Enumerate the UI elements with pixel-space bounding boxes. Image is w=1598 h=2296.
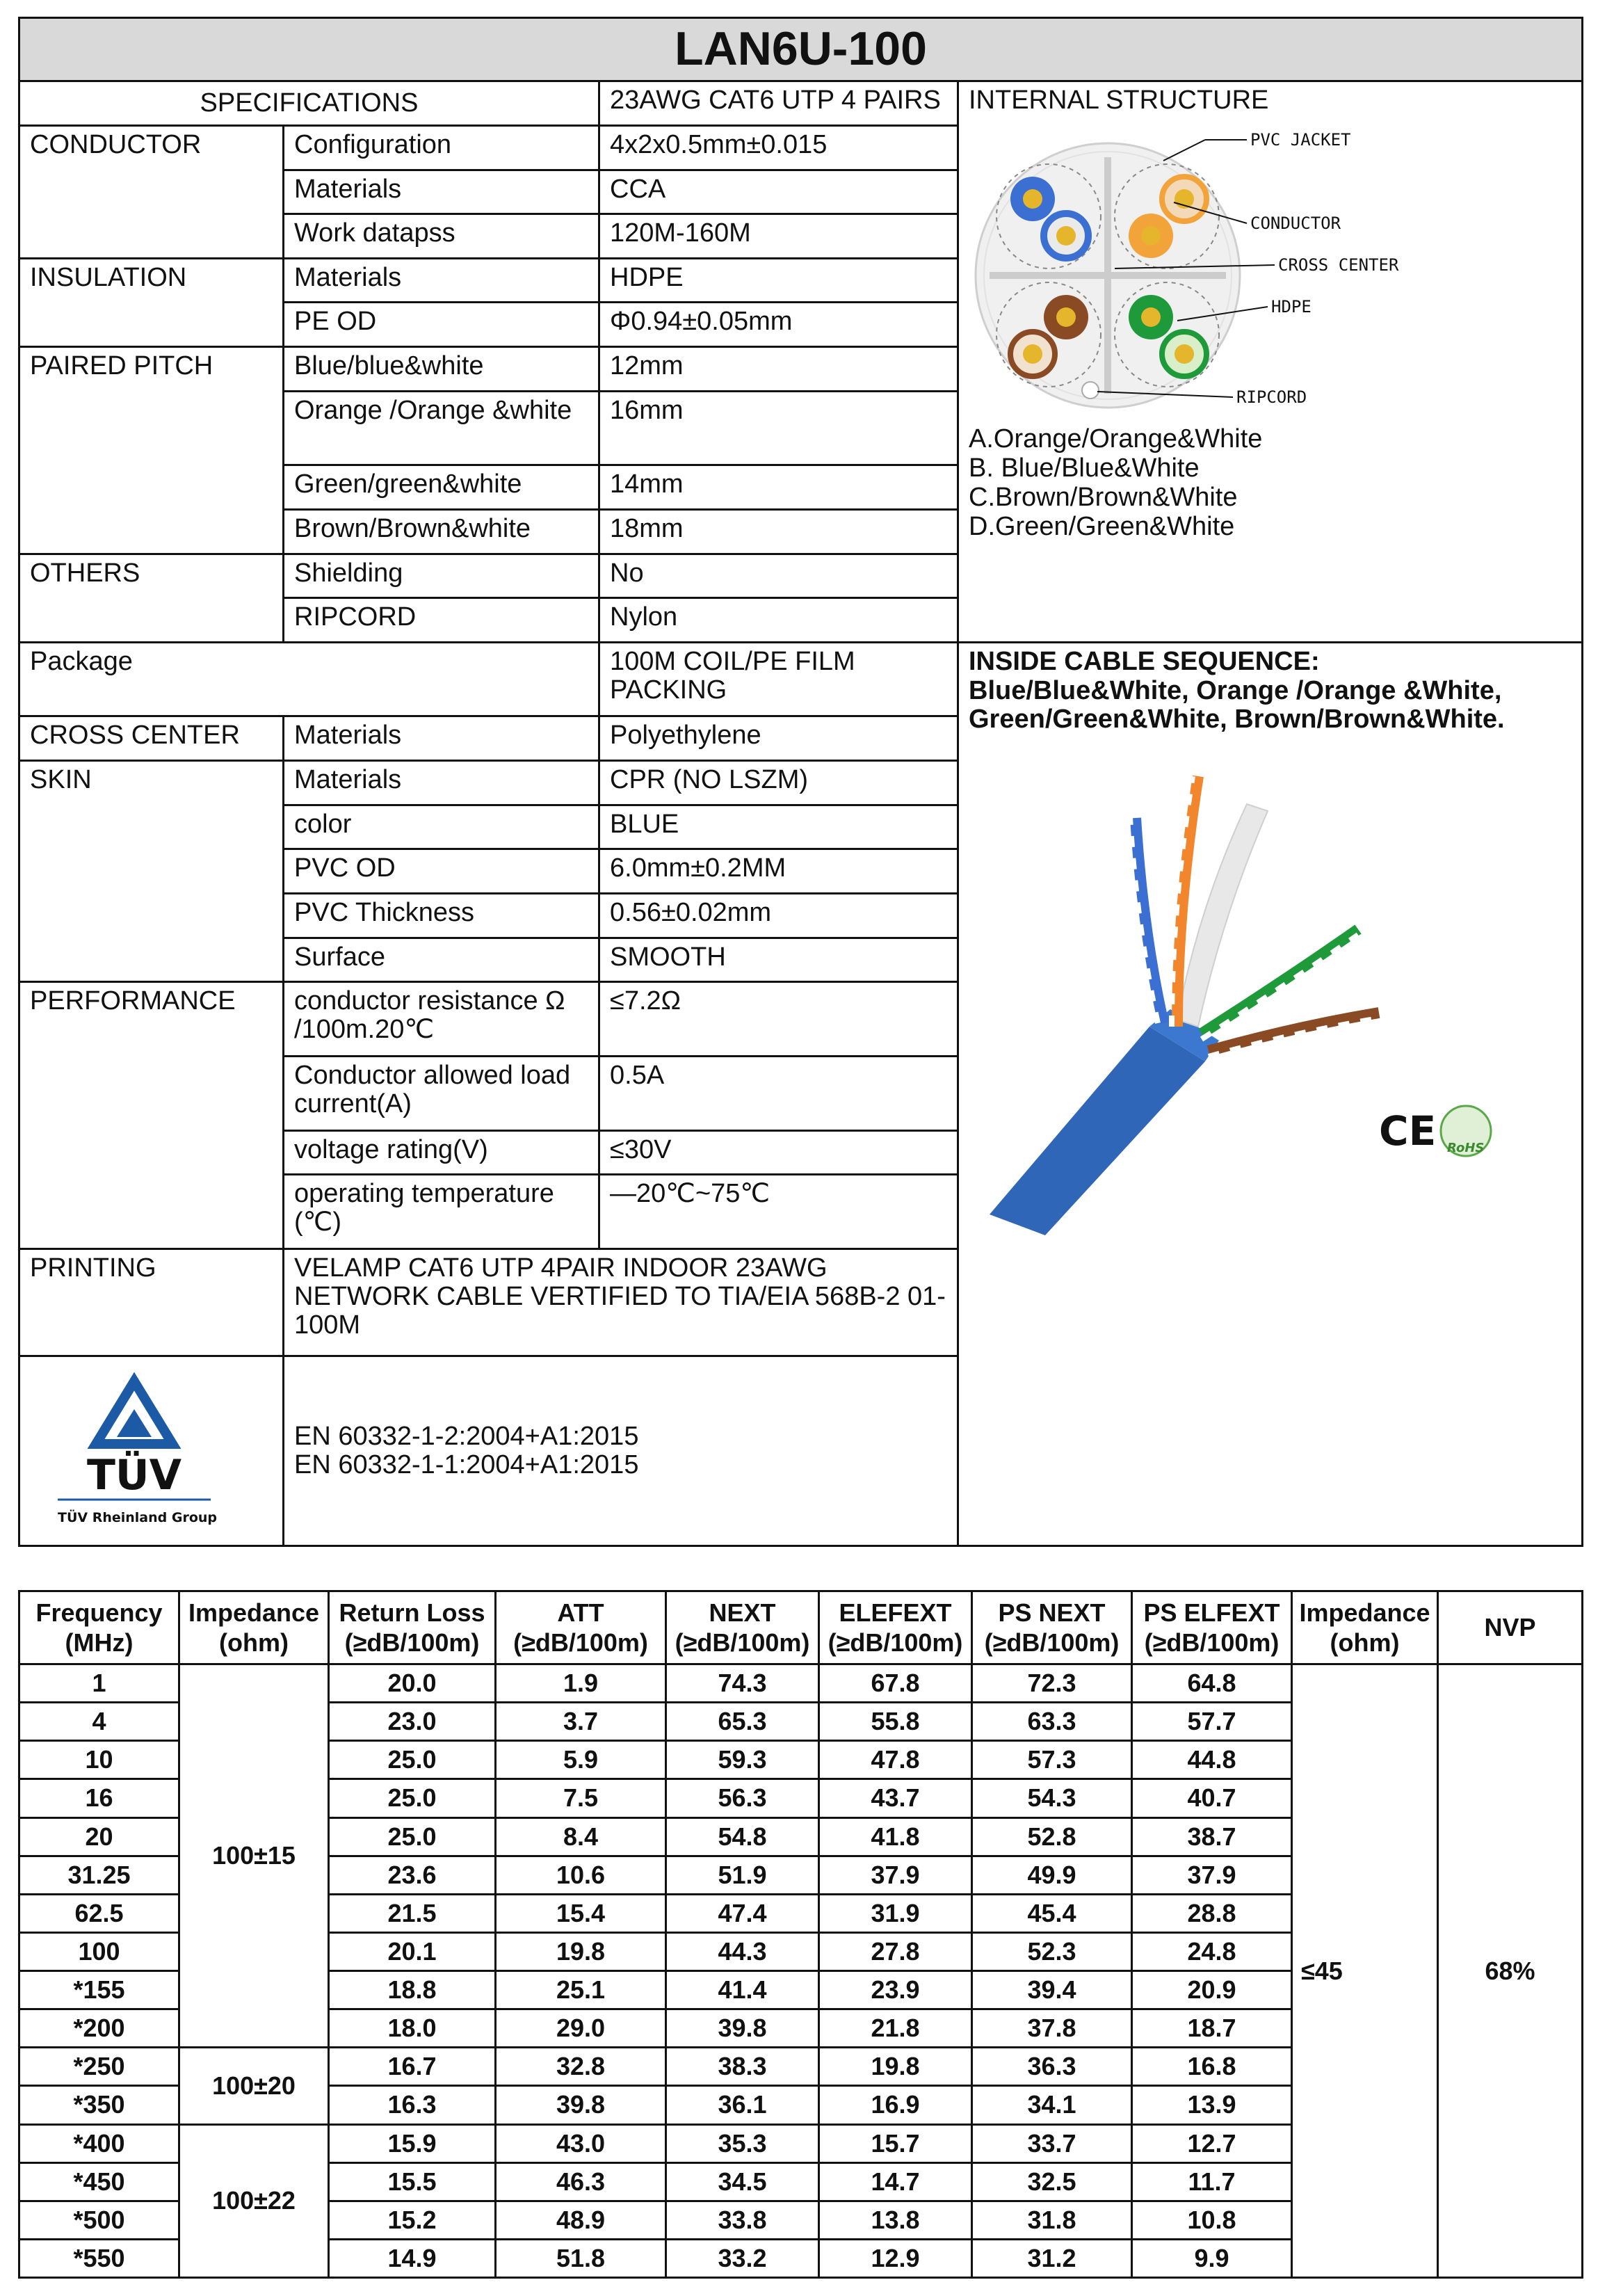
group-paired-pitch: PAIRED PITCH bbox=[19, 346, 284, 554]
row-pitch-green-value: 14mm bbox=[599, 465, 958, 510]
row-configuration-value: 4x2x0.5mm±0.015 bbox=[599, 125, 958, 170]
row-cross-materials-value: Polyethylene bbox=[599, 716, 958, 761]
cell-next: 44.3 bbox=[666, 1932, 819, 1970]
cell-ps-next: 36.3 bbox=[972, 2048, 1132, 2086]
row-shielding-value: No bbox=[599, 554, 958, 598]
cell-frequency: 1 bbox=[19, 1664, 179, 1703]
cell-att: 51.8 bbox=[496, 2239, 666, 2277]
header-elefext: ELEFEXT (≥dB/100m) bbox=[819, 1591, 972, 1664]
cell-att: 3.7 bbox=[496, 1703, 666, 1741]
cell-next: 59.3 bbox=[666, 1741, 819, 1779]
cell-att: 8.4 bbox=[496, 1817, 666, 1856]
cell-return-loss: 16.3 bbox=[329, 2086, 496, 2124]
cell-att: 39.8 bbox=[496, 2086, 666, 2124]
cell-elefext: 55.8 bbox=[819, 1703, 972, 1741]
cell-ps-next: 34.1 bbox=[972, 2086, 1132, 2124]
cell-next: 34.5 bbox=[666, 2162, 819, 2201]
perf-body bbox=[19, 1664, 1583, 2278]
row-temperature-label: operating temperature (℃) bbox=[284, 1175, 599, 1249]
cell-att: 15.4 bbox=[496, 1894, 666, 1932]
cell-ps-elfext: 44.8 bbox=[1132, 1741, 1292, 1779]
cell-next: 33.8 bbox=[666, 2201, 819, 2239]
cell-nvp: 68% bbox=[1438, 1664, 1583, 2278]
cell-ps-next: 39.4 bbox=[972, 1971, 1132, 2009]
row-pitch-brown-label: Brown/Brown&white bbox=[284, 509, 599, 554]
label-ripcord: RIPCORD bbox=[1236, 387, 1307, 408]
cell-ps-next: 52.8 bbox=[972, 1817, 1132, 1856]
cell-next: 33.2 bbox=[666, 2239, 819, 2277]
cell-ps-elfext: 16.8 bbox=[1132, 2048, 1292, 2086]
standard-2: EN 60332-1-1:2004+A1:2015 bbox=[294, 1450, 639, 1479]
cell-impedance-group: 100±22 bbox=[179, 2124, 329, 2278]
cell-impedance-group: 100±15 bbox=[179, 1664, 329, 2048]
header-impedance-2: Impedance (ohm) bbox=[1292, 1591, 1438, 1664]
cell-return-loss: 15.2 bbox=[329, 2201, 496, 2239]
cell-ps-next: 63.3 bbox=[972, 1703, 1132, 1741]
label-cross-center: CROSS CENTER bbox=[1278, 255, 1399, 275]
row-pe-od-label: PE OD bbox=[284, 303, 599, 347]
cell-elefext: 67.8 bbox=[819, 1664, 972, 1703]
cell-frequency: *350 bbox=[19, 2086, 179, 2124]
cell-return-loss: 20.0 bbox=[329, 1664, 496, 1703]
cell-ps-next: 32.5 bbox=[972, 2162, 1132, 2201]
cell-ps-next: 54.3 bbox=[972, 1779, 1132, 1817]
cell-ps-next: 31.8 bbox=[972, 2201, 1132, 2239]
header-att: ATT (≥dB/100m) bbox=[496, 1591, 666, 1664]
row-pitch-brown-value: 18mm bbox=[599, 509, 958, 554]
internal-structure-label: INTERNAL STRUCTURE bbox=[969, 86, 1269, 115]
cell-elefext: 47.8 bbox=[819, 1741, 972, 1779]
cell-return-loss: 23.6 bbox=[329, 1856, 496, 1894]
cell-frequency: 31.25 bbox=[19, 1856, 179, 1894]
cell-ps-elfext: 13.9 bbox=[1132, 2086, 1292, 2124]
cell-ps-next: 31.2 bbox=[972, 2239, 1132, 2277]
cell-return-loss: 20.1 bbox=[329, 1932, 496, 1970]
cable-sequence-panel bbox=[958, 642, 1583, 1546]
cell-frequency: *450 bbox=[19, 2162, 179, 2201]
ce-mark: CE bbox=[1379, 1107, 1437, 1155]
row-skin-materials-value: CPR (NO LSZM) bbox=[599, 761, 958, 805]
spec-table bbox=[18, 17, 1583, 1547]
group-printing: PRINTING bbox=[19, 1249, 284, 1356]
cell-next: 39.8 bbox=[666, 2009, 819, 2048]
cell-ps-elfext: 10.8 bbox=[1132, 2201, 1292, 2239]
cell-return-loss: 16.7 bbox=[329, 2048, 496, 2086]
cell-next: 51.9 bbox=[666, 1856, 819, 1894]
cell-att: 29.0 bbox=[496, 2009, 666, 2048]
cell-elefext: 14.7 bbox=[819, 2162, 972, 2201]
cell-ps-elfext: 28.8 bbox=[1132, 1894, 1292, 1932]
row-surface-value: SMOOTH bbox=[599, 938, 958, 982]
row-shielding-label: Shielding bbox=[284, 554, 599, 598]
page-title: LAN6U-100 bbox=[19, 18, 1583, 81]
cell-return-loss: 15.9 bbox=[329, 2124, 496, 2162]
cell-ps-elfext: 57.7 bbox=[1132, 1703, 1292, 1741]
cell-return-loss: 25.0 bbox=[329, 1741, 496, 1779]
group-conductor: CONDUCTOR bbox=[19, 125, 284, 258]
sequence-label: INSIDE CABLE SEQUENCE: bbox=[969, 646, 1320, 676]
row-pitch-green-label: Green/green&white bbox=[284, 465, 599, 510]
cable-type: 23AWG CAT6 UTP 4 PAIRS bbox=[599, 81, 958, 126]
cell-frequency: *400 bbox=[19, 2124, 179, 2162]
cell-ps-elfext: 18.7 bbox=[1132, 2009, 1292, 2048]
cell-frequency: *155 bbox=[19, 1971, 179, 2009]
tuv-logo bbox=[30, 1367, 239, 1527]
cell-ps-next: 72.3 bbox=[972, 1664, 1132, 1703]
cell-ps-elfext: 12.7 bbox=[1132, 2124, 1292, 2162]
cell-att: 10.6 bbox=[496, 1856, 666, 1894]
legend-item-b: B. Blue/Blue&White bbox=[969, 453, 1200, 483]
row-pe-od-value: Φ0.94±0.05mm bbox=[599, 303, 958, 347]
cell-att: 5.9 bbox=[496, 1741, 666, 1779]
group-others: OTHERS bbox=[19, 554, 284, 642]
cell-ps-elfext: 24.8 bbox=[1132, 1932, 1292, 1970]
cell-att: 46.3 bbox=[496, 2162, 666, 2201]
internal-structure-panel bbox=[958, 81, 1583, 642]
perf-header-row bbox=[19, 1591, 1583, 1664]
cell-att: 19.8 bbox=[496, 1932, 666, 1970]
header-next: NEXT (≥dB/100m) bbox=[666, 1591, 819, 1664]
row-pvc-thickness-label: PVC Thickness bbox=[284, 893, 599, 938]
legend-item-a: A.Orange/Orange&White bbox=[969, 424, 1263, 454]
tuv-brand: TÜV bbox=[86, 1451, 182, 1500]
cell-elefext: 16.9 bbox=[819, 2086, 972, 2124]
cell-frequency: 20 bbox=[19, 1817, 179, 1856]
label-pvc-jacket: PVC JACKET bbox=[1250, 130, 1351, 150]
row-skin-materials-label: Materials bbox=[284, 761, 599, 805]
row-pitch-blue-value: 12mm bbox=[599, 346, 958, 391]
group-performance: PERFORMANCE bbox=[19, 982, 284, 1249]
cell-next: 36.1 bbox=[666, 2086, 819, 2124]
cell-return-loss: 23.0 bbox=[329, 1703, 496, 1741]
cell-next: 56.3 bbox=[666, 1779, 819, 1817]
row-insulation-materials-value: HDPE bbox=[599, 258, 958, 303]
standards-cell bbox=[284, 1356, 958, 1546]
cell-elefext: 43.7 bbox=[819, 1779, 972, 1817]
cell-elefext: 31.9 bbox=[819, 1894, 972, 1932]
cell-ps-elfext: 40.7 bbox=[1132, 1779, 1292, 1817]
cell-ps-elfext: 9.9 bbox=[1132, 2239, 1292, 2277]
cell-return-loss: 18.8 bbox=[329, 1971, 496, 2009]
cell-next: 38.3 bbox=[666, 2048, 819, 2086]
sequence-text: Blue/Blue&White, Orange /Orange &White, Green/Green&White, Brown/Brown&White. bbox=[969, 675, 1505, 734]
row-cross-materials-label: Materials bbox=[284, 716, 599, 761]
cell-return-loss: 15.5 bbox=[329, 2162, 496, 2201]
specifications-header: SPECIFICATIONS bbox=[19, 81, 599, 126]
rohs-mark: RoHS bbox=[1447, 1141, 1485, 1156]
row-temperature-value: —20℃~75℃ bbox=[599, 1175, 958, 1249]
row-pitch-blue-label: Blue/blue&white bbox=[284, 346, 599, 391]
row-pitch-orange-label: Orange /Orange &white bbox=[284, 391, 599, 465]
header-return-loss: Return Loss (≥dB/100m) bbox=[329, 1591, 496, 1664]
group-skin: SKIN bbox=[19, 761, 284, 982]
cell-return-loss: 25.0 bbox=[329, 1779, 496, 1817]
row-load-current-value: 0.5A bbox=[599, 1056, 958, 1130]
group-cross-center: CROSS CENTER bbox=[19, 716, 284, 761]
cell-elefext: 23.9 bbox=[819, 1971, 972, 2009]
cell-next: 35.3 bbox=[666, 2124, 819, 2162]
cell-ps-next: 52.3 bbox=[972, 1932, 1132, 1970]
legend-item-c: C.Brown/Brown&White bbox=[969, 482, 1238, 512]
cell-ps-next: 49.9 bbox=[972, 1856, 1132, 1894]
row-printing-value: VELAMP CAT6 UTP 4PAIR INDOOR 23AWG NETWORK CABLE VERTIFIED TO TIA/EIA 568B-2 01-100M bbox=[284, 1249, 958, 1356]
row-cond-resistance-label: conductor resistance Ω /100m.20℃ bbox=[284, 982, 599, 1057]
cell-next: 54.8 bbox=[666, 1817, 819, 1856]
row-work-datapss-value: 120M-160M bbox=[599, 214, 958, 259]
row-insulation-materials-label: Materials bbox=[284, 258, 599, 303]
standard-1: EN 60332-1-2:2004+A1:2015 bbox=[294, 1421, 639, 1451]
cell-frequency: *550 bbox=[19, 2239, 179, 2277]
cell-elefext: 41.8 bbox=[819, 1817, 972, 1856]
row-voltage-label: voltage rating(V) bbox=[284, 1130, 599, 1175]
tuv-logo-cell bbox=[19, 1356, 284, 1546]
cell-frequency: *200 bbox=[19, 2009, 179, 2048]
cell-att: 32.8 bbox=[496, 2048, 666, 2086]
cell-elefext: 15.7 bbox=[819, 2124, 972, 2162]
row-pitch-orange-value: 16mm bbox=[599, 391, 958, 465]
cell-return-loss: 14.9 bbox=[329, 2239, 496, 2277]
row-work-datapss-label: Work datapss bbox=[284, 214, 599, 259]
row-load-current-label: Conductor allowed load current(A) bbox=[284, 1056, 599, 1130]
cell-ps-elfext: 64.8 bbox=[1132, 1664, 1292, 1703]
cell-next: 65.3 bbox=[666, 1703, 819, 1741]
label-conductor: CONDUCTOR bbox=[1250, 214, 1341, 234]
row-pvc-od-value: 6.0mm±0.2MM bbox=[599, 849, 958, 894]
cell-ps-elfext: 20.9 bbox=[1132, 1971, 1292, 2009]
header-nvp: NVP bbox=[1438, 1591, 1583, 1664]
tuv-group: TÜV Rheinland Group bbox=[58, 1510, 218, 1526]
cell-frequency: *500 bbox=[19, 2201, 179, 2239]
header-ps-elfext: PS ELFEXT (≥dB/100m) bbox=[1132, 1591, 1292, 1664]
cell-ps-next: 57.3 bbox=[972, 1741, 1132, 1779]
cell-ps-elfext: 11.7 bbox=[1132, 2162, 1292, 2201]
row-skin-color-value: BLUE bbox=[599, 805, 958, 849]
cell-next: 47.4 bbox=[666, 1894, 819, 1932]
cell-return-loss: 21.5 bbox=[329, 1894, 496, 1932]
cell-ps-next: 45.4 bbox=[972, 1894, 1132, 1932]
cell-impedance-right: ≤45 bbox=[1292, 1664, 1438, 2278]
cell-return-loss: 18.0 bbox=[329, 2009, 496, 2048]
row-configuration-label: Configuration bbox=[284, 125, 599, 170]
cell-impedance-group: 100±20 bbox=[179, 2048, 329, 2124]
row-ripcord-label: RIPCORD bbox=[284, 598, 599, 643]
header-impedance: Impedance (ohm) bbox=[179, 1591, 329, 1664]
cell-elefext: 27.8 bbox=[819, 1932, 972, 1970]
cell-ps-elfext: 37.9 bbox=[1132, 1856, 1292, 1894]
cell-att: 1.9 bbox=[496, 1664, 666, 1703]
group-package: Package bbox=[19, 642, 599, 716]
pair-legend bbox=[969, 425, 1572, 541]
cell-elefext: 37.9 bbox=[819, 1856, 972, 1894]
performance-table bbox=[18, 1590, 1583, 2279]
cell-elefext: 21.8 bbox=[819, 2009, 972, 2048]
legend-item-d: D.Green/Green&White bbox=[969, 511, 1235, 541]
cell-ps-next: 37.8 bbox=[972, 2009, 1132, 2048]
label-hdpe: HDPE bbox=[1271, 297, 1312, 317]
cell-frequency: 4 bbox=[19, 1703, 179, 1741]
cell-ps-elfext: 38.7 bbox=[1132, 1817, 1292, 1856]
row-voltage-value: ≤30V bbox=[599, 1130, 958, 1175]
cell-elefext: 12.9 bbox=[819, 2239, 972, 2277]
row-skin-color-label: color bbox=[284, 805, 599, 849]
cell-return-loss: 25.0 bbox=[329, 1817, 496, 1856]
row-conductor-materials-label: Materials bbox=[284, 170, 599, 214]
row-ripcord-value: Nylon bbox=[599, 598, 958, 643]
cell-ps-next: 33.7 bbox=[972, 2124, 1132, 2162]
cell-frequency: 16 bbox=[19, 1779, 179, 1817]
cell-frequency: 10 bbox=[19, 1741, 179, 1779]
group-insulation: INSULATION bbox=[19, 258, 284, 346]
cell-elefext: 13.8 bbox=[819, 2201, 972, 2239]
cross-section-diagram bbox=[969, 119, 1572, 425]
header-ps-next: PS NEXT (≥dB/100m) bbox=[972, 1591, 1132, 1664]
cell-att: 43.0 bbox=[496, 2124, 666, 2162]
row-cond-resistance-value: ≤7.2Ω bbox=[599, 982, 958, 1057]
cell-att: 48.9 bbox=[496, 2201, 666, 2239]
row-conductor-materials-value: CCA bbox=[599, 170, 958, 214]
cell-frequency: 100 bbox=[19, 1932, 179, 1970]
cell-next: 41.4 bbox=[666, 1971, 819, 2009]
row-pvc-od-label: PVC OD bbox=[284, 849, 599, 894]
row-package-value: 100M COIL/PE FILM PACKING bbox=[599, 642, 958, 716]
table-row bbox=[19, 1664, 1583, 1703]
cell-att: 25.1 bbox=[496, 1971, 666, 2009]
cell-att: 7.5 bbox=[496, 1779, 666, 1817]
header-frequency: Frequency (MHz) bbox=[19, 1591, 179, 1664]
cell-next: 74.3 bbox=[666, 1664, 819, 1703]
cell-frequency: *250 bbox=[19, 2048, 179, 2086]
row-surface-label: Surface bbox=[284, 938, 599, 982]
cell-frequency: 62.5 bbox=[19, 1894, 179, 1932]
cable-photo bbox=[969, 734, 1572, 1235]
cell-elefext: 19.8 bbox=[819, 2048, 972, 2086]
row-pvc-thickness-value: 0.56±0.02mm bbox=[599, 893, 958, 938]
